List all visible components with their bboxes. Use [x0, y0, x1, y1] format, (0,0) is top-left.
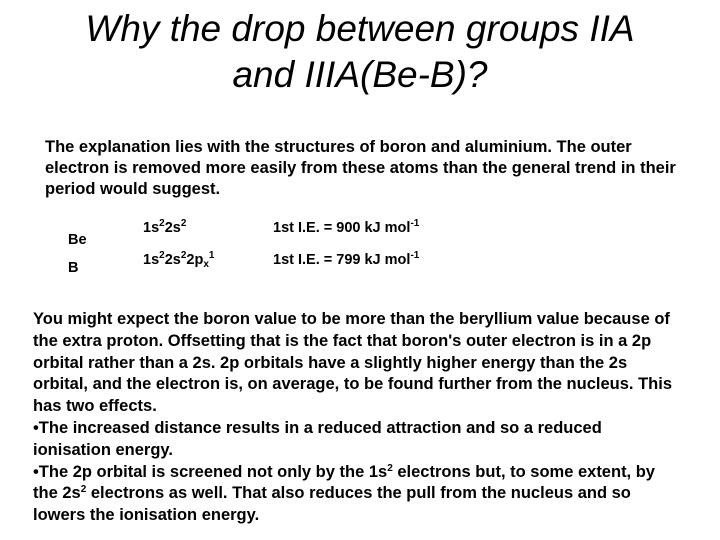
title-line-2: and IIIA(Be-B)? [232, 54, 488, 95]
intro-paragraph: The explanation lies with the structures of boron and aluminium. The outer electron is removed more easily from these atoms than the general trend in their period would suggest. [45, 138, 676, 198]
ionisation-energy: 1st I.E. = 900 kJ mol$^{-1}$ [273, 218, 420, 236]
bullet-item-1: •The increased distance results in a reduced attraction and so a reduced ionisation energy. [33, 418, 602, 459]
slide-title [0, 6, 720, 98]
bullet-icon: • [33, 418, 39, 437]
ionisation-energy: 1st I.E. = 799 kJ mol$^{-1}$ [273, 250, 420, 268]
title-line-1: Why the drop between groups IIA [85, 8, 635, 49]
element-symbol: B [68, 260, 79, 276]
explanation-paragraph: You might expect the boron value to be more than the beryllium value because of the extra proton. Offsetting that is the fact that boron's outer electron is in a 2p orbital rather than a 2s. 2p orbitals have a slightly higher energy than the 2s orbital, and the electron is, on average, to be found further from the nucleus. This has two effects. [33, 310, 672, 416]
bullet-item-2: •The 2p orbital is screened not only by the $1s^2$ electrons but, to some extent, by the $2s^2$ electrons as well. That also reduces the pull from the nucleus and so lowers the ionisation energy. [33, 462, 655, 525]
electron-configuration: $1s^22s^22p_x^1$ [143, 250, 215, 270]
explanation-block [33, 309, 683, 527]
electron-configuration: $1s^22s^2$ [143, 218, 187, 236]
element-symbol: Be [68, 232, 87, 248]
bullet-icon: • [33, 462, 39, 481]
